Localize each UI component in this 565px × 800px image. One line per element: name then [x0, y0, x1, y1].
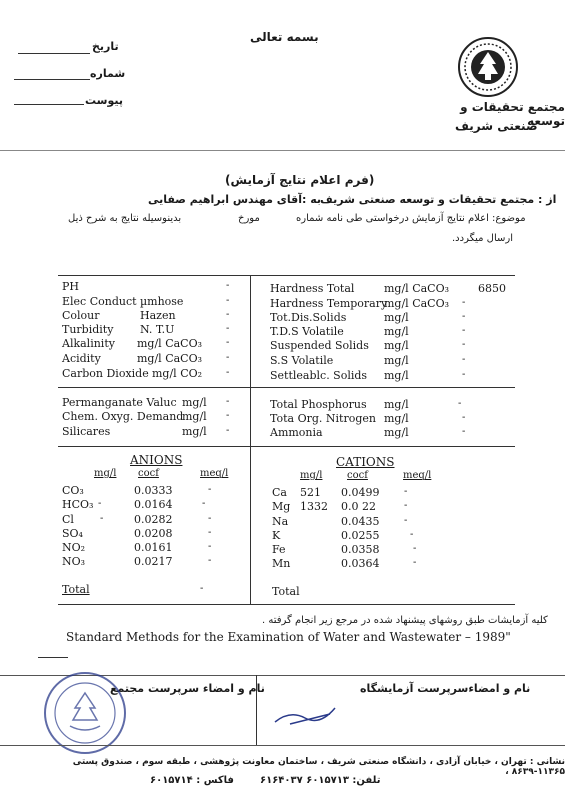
- form-title: (فرم اعلام نتایج آزمایش): [225, 173, 375, 187]
- param-name: Acidity: [62, 352, 101, 365]
- cation-mgl: 1332: [300, 500, 328, 513]
- table-bottom-border: [58, 604, 515, 605]
- anions-total-value: -: [200, 583, 204, 594]
- param-name: Settleablc. Solids: [270, 369, 368, 382]
- table-top-border: [58, 275, 515, 276]
- date-line: [18, 53, 90, 54]
- param-name: Hardness Temporary: [270, 297, 388, 310]
- anion-cocf: 0.0208: [134, 527, 173, 540]
- anions-header-meql: meq/l: [200, 468, 229, 479]
- complex-supervisor-label: نام و امضاء سرپرست مجتمع: [110, 682, 265, 695]
- param-name: PH: [62, 280, 79, 293]
- anion-meq: -: [208, 527, 212, 538]
- cation-ion: Na: [272, 515, 289, 528]
- anion-ion: CO₃: [62, 484, 84, 497]
- anion-mgl: -: [98, 498, 102, 509]
- attachment-label: پیوست: [85, 94, 123, 107]
- lab-supervisor-label: نام و امضاءسرپرست آزمایشگاه: [360, 682, 531, 695]
- param-value: -: [226, 323, 230, 334]
- param-unit: mg/l CaCO₃: [384, 297, 450, 310]
- anion-meq: -: [208, 555, 212, 566]
- param-name: Permanganate Valuc: [62, 396, 177, 409]
- anion-ion: NO₂: [62, 541, 86, 554]
- cation-meq: -: [413, 543, 417, 554]
- param-name: Silicares: [62, 425, 111, 438]
- sharif-logo-icon: [438, 34, 538, 98]
- anions-header-cocf: cocf: [138, 468, 159, 479]
- param-value: -: [226, 425, 230, 436]
- cations-title: CATIONS: [336, 455, 395, 469]
- anion-ion: SO₄: [62, 527, 83, 540]
- table-center-divider: [250, 275, 251, 605]
- to-line: به :آقای مهندس ابراهیم صفایی: [148, 193, 321, 206]
- param-unit: mg/l CaCO₃: [384, 282, 450, 295]
- number-line: [14, 79, 90, 80]
- param-unit: mg/l: [182, 396, 207, 409]
- anions-header-mgl: mg/l: [94, 468, 117, 479]
- param-value: 6850: [478, 282, 506, 295]
- param-value: -: [462, 369, 466, 380]
- param-value: -: [226, 367, 230, 378]
- from-line: از : مجتمع تحقیقات و توسعه صنعتی شریف: [320, 193, 557, 206]
- header-divider: [0, 150, 565, 151]
- date-label: تاریخ: [92, 40, 119, 53]
- param-name: Turbidity: [62, 323, 114, 336]
- cation-mgl: 521: [300, 486, 321, 499]
- param-value: -: [462, 426, 466, 437]
- param-unit: µmhose: [140, 295, 184, 308]
- param-value: -: [226, 280, 230, 291]
- param-name: Colour: [62, 309, 100, 322]
- anion-cocf: 0.0161: [134, 541, 173, 554]
- anion-cocf: 0.0333: [134, 484, 173, 497]
- param-name: Total Phosphorus: [270, 398, 367, 411]
- param-name: Alkalinity: [62, 337, 115, 350]
- sent-line: ارسال میگردد.: [452, 233, 513, 244]
- footer-short-line: [38, 657, 68, 658]
- param-value: -: [226, 396, 230, 407]
- anion-ion: HCO₃: [62, 498, 94, 511]
- cation-meq: -: [404, 500, 408, 511]
- param-value: -: [226, 309, 230, 320]
- param-name: Chem. Oxyg. Demand: [62, 410, 184, 423]
- subject-line: موضوع: اعلام نتایج آزمایش درخواستی طی نامه شماره: [296, 213, 526, 224]
- param-unit: mg/l CaCO₃: [137, 337, 203, 350]
- phone-line: تلفن: ۶۰۱۵۷۱۳ ۶۱۶۴۰۳۷: [260, 775, 381, 786]
- anion-cocf: 0.0164: [134, 498, 173, 511]
- section-divider: [58, 446, 515, 447]
- cation-cocf: 0.0 22: [341, 500, 376, 513]
- param-name: Elec Conduct: [62, 295, 137, 308]
- param-unit: N. T.U: [140, 323, 175, 336]
- cation-ion: Fe: [272, 543, 286, 556]
- param-value: -: [462, 354, 466, 365]
- anion-cocf: 0.0217: [134, 555, 173, 568]
- param-value: -: [462, 339, 466, 350]
- param-unit: mg/l: [384, 412, 409, 425]
- cations-total-label: Total: [272, 585, 300, 598]
- param-unit: mg/l: [384, 426, 409, 439]
- address-line: نشانی : تهران ، خیابان آزادی ، دانشگاه صنعتی شریف ، ساختمان معاونت پژوهشی ، طبقه سوم ، صندوق پستی ۱۱۳۶۵-۸۶۳۹ ،: [72, 757, 565, 777]
- anion-meq: -: [208, 541, 212, 552]
- anion-mgl: -: [100, 513, 104, 524]
- dated-label: مورخ: [238, 213, 260, 224]
- anions-title: ANIONS: [130, 453, 183, 467]
- fax-line: فاکس : ۶۰۱۵۷۱۴: [150, 775, 234, 786]
- cation-ion: K: [272, 529, 281, 542]
- methods-note-fa: کلیه آزمایشات طبق روشهای پیشنهاد شده در مرجع زیر انجام گرفته .: [262, 615, 548, 626]
- anion-ion: Cl: [62, 513, 74, 526]
- param-value: -: [226, 295, 230, 306]
- param-unit: Hazen: [140, 309, 176, 322]
- cations-header-cocf: cocf: [347, 470, 368, 481]
- anions-total-label: Total: [62, 583, 90, 596]
- cation-ion: Mg: [272, 500, 291, 513]
- cation-cocf: 0.0364: [341, 557, 380, 570]
- cation-ion: Mn: [272, 557, 291, 570]
- cation-ion: Ca: [272, 486, 287, 499]
- param-unit: mg/l CaCO₃: [137, 352, 203, 365]
- cation-meq: -: [413, 557, 417, 568]
- org-name-line2: صنعتی شریف: [455, 119, 538, 133]
- number-label: شماره: [90, 67, 126, 80]
- param-name: Tota Org. Nitrogen: [270, 412, 376, 425]
- cation-cocf: 0.0255: [341, 529, 380, 542]
- cations-header-mgl: mg/l: [300, 470, 323, 481]
- param-unit: mg/l: [384, 311, 409, 324]
- param-value: -: [226, 352, 230, 363]
- cation-cocf: 0.0435: [341, 515, 380, 528]
- param-unit: mg/l: [182, 425, 207, 438]
- attachment-line: [14, 104, 84, 105]
- param-name: Suspended Solids: [270, 339, 369, 352]
- param-unit: mg/l: [384, 325, 409, 338]
- param-name: T.D.S Volatile: [270, 325, 344, 338]
- param-value: -: [226, 337, 230, 348]
- signature-scribble-icon: [270, 700, 350, 730]
- param-value: -: [226, 410, 230, 421]
- param-unit: mg/l CO₂: [152, 367, 203, 380]
- param-unit: mg/l: [384, 369, 409, 382]
- param-unit: mg/l: [384, 354, 409, 367]
- cations-header-meql: meq/l: [403, 470, 432, 481]
- cation-cocf: 0.0358: [341, 543, 380, 556]
- cation-meq: -: [404, 486, 408, 497]
- address-top-border: [0, 745, 565, 746]
- param-value: -: [462, 311, 466, 322]
- methods-note-en: Standard Methods for the Examination of Water and Wastewater – 1989": [66, 630, 511, 644]
- anion-cocf: 0.0282: [134, 513, 173, 526]
- cation-meq: -: [404, 515, 408, 526]
- param-unit: mg/l: [384, 398, 409, 411]
- param-name: Hardness Total: [270, 282, 355, 295]
- anion-meq: -: [208, 513, 212, 524]
- bismillah: بسمه تعالی: [250, 30, 319, 44]
- anion-meq: -: [208, 484, 212, 495]
- param-name: Ammonia: [270, 426, 323, 439]
- param-value: -: [462, 297, 466, 308]
- section-divider: [58, 387, 515, 388]
- param-name: Carbon Dioxide: [62, 367, 149, 380]
- cation-meq: -: [410, 529, 414, 540]
- org-name-line1: مجتمع تحقیقات و توسعه: [460, 100, 565, 128]
- param-value: -: [462, 412, 466, 423]
- anion-ion: NO₃: [62, 555, 86, 568]
- anion-meq: -: [202, 498, 206, 509]
- param-unit: mg/l: [182, 410, 207, 423]
- param-value: -: [462, 325, 466, 336]
- cation-cocf: 0.0499: [341, 486, 380, 499]
- param-unit: mg/l: [384, 339, 409, 352]
- param-value: -: [458, 398, 462, 409]
- hereby-line: بدینوسیله نتایج به شرح ذیل: [68, 213, 182, 224]
- param-name: S.S Volatile: [270, 354, 334, 367]
- param-name: Tot.Dis.Solids: [270, 311, 347, 324]
